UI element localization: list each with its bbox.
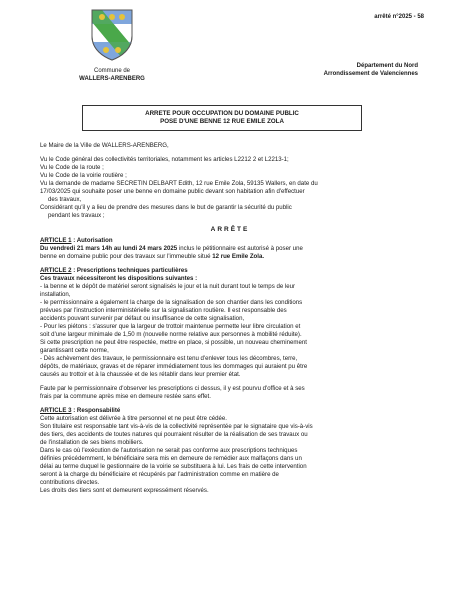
- article-2-line: - la benne et le dépôt de matériel seront signalisés le jour et la nuit durant tout le temps de leur: [40, 283, 296, 290]
- town-crest-icon: [88, 6, 136, 62]
- article-2-line: accidents pouvant survenir par défaut ou insuffisance de cette signalisation,: [40, 315, 245, 322]
- commune-block: [58, 67, 166, 83]
- vu-line: Vu le Code de la voirie routière ;: [40, 172, 127, 179]
- article-2-line: soit d'une largeur minimale de 1,50 m (nouvelle norme relative aux personnes à mobilité réduite).: [40, 331, 302, 338]
- article-3-line: de l'installation de ses biens mobiliers.: [40, 439, 144, 446]
- article-1-title: : Autorisation: [71, 237, 113, 244]
- article-1-dates: Du vendredi 21 mars 14h au lundi 24 mars 2025: [40, 245, 178, 252]
- article-3-line: définies précédemment, le bénéficiaire sera mis en demeure de remédier aux malfaçons dans un: [40, 455, 302, 462]
- article-2-line: prévues par l'instruction interministérielle sur la signalisation routière. Il est responsable des: [40, 307, 287, 314]
- article-1-text: inclus le pétitionnaire est autorisé à poser une: [177, 245, 303, 252]
- article-3-heading: [40, 407, 420, 415]
- article-2-line: dépôts, de matériaux, gravas et de réparer immédiatement tous les dommages qui auraient pu être: [40, 363, 308, 370]
- department-block: [288, 62, 418, 78]
- document-title: [82, 105, 362, 131]
- article-2-line: - le permissionnaire a également la charge de la signalisation de son chantier dans les conditions: [40, 299, 303, 306]
- article-3-line: Cette autorisation est délivrée à titre personnel et ne peut être cédée.: [40, 415, 227, 422]
- article-2-heading: [40, 267, 420, 275]
- article-3-line: contributions directes.: [40, 479, 100, 486]
- article-3-line: Les droits des tiers sont et demeurent expressément réservés.: [40, 487, 209, 494]
- article-1-text: benne en domaine public pour des travaux sur l'immeuble situé: [40, 253, 213, 260]
- article-1-label: ARTICLE 1: [40, 237, 72, 244]
- considerant-line: pendant les travaux ;: [48, 212, 105, 219]
- vu-line: Vu le Code général des collectivités territoriales, notamment les articles L2212 2 et L2213-1;: [40, 156, 289, 163]
- title-line-1: ARRETE POUR OCCUPATION DU DOMAINE PUBLIC: [145, 110, 299, 117]
- title-line-2: POSE D'UNE BENNE 12 RUE EMILE ZOLA: [160, 118, 284, 125]
- mayor-line: Le Maire de la Ville de WALLERS-ARENBERG,: [40, 142, 169, 149]
- article-2-after-line: frais par la commune après mise en demeure restée sans effet.: [40, 393, 211, 400]
- article-1-heading: [40, 237, 420, 245]
- vu-line: Vu la demande de madame SECRETIN DELBART Edith, 12 rue Emile Zola, 59135 Wallers, en date du: [40, 180, 318, 187]
- article-1-line: [40, 245, 420, 253]
- article-2-line: Si cette prescription ne peut être respectée, mettre en place, si possible, un nouveau cheminement: [40, 339, 307, 346]
- article-2-line: installation,: [40, 291, 71, 298]
- article-3-line: des tiers, des accidents de toutes natures qui pourraient résulter de la réalisation de ses travaux ou: [40, 431, 308, 438]
- considerant-line: Considérant qu'il y a lieu de prendre des mesures dans le but de garantir la sécurité du public: [40, 204, 292, 211]
- article-3-line: Dans le cas où l'exécution de l'autorisation ne serait pas conforme aux prescriptions techniques: [40, 447, 298, 454]
- article-2-line: garantissant cette norme,: [40, 347, 109, 354]
- commune-label: Commune de: [93, 68, 131, 74]
- arrete-number: arrêté n°2025 - 58: [374, 14, 424, 20]
- article-3-title: : Responsabilité: [71, 407, 121, 414]
- vu-line: 17/03/2025 qui souhaite poser une benne en domaine public devant son habitation afin d'effectuer: [40, 188, 305, 195]
- department-name: Département du Nord: [356, 63, 418, 69]
- article-2-line: - Pour les piétons : s'assurer que la largeur de trottoir maintenue permette leur libre circulation et: [40, 323, 301, 330]
- document-body: [40, 142, 420, 495]
- arrondissement-name: Arrondissement de Valenciennes: [323, 71, 418, 77]
- article-1-address: 12 rue Emile Zola.: [212, 253, 265, 260]
- article-2-line: - Dès achèvement des travaux, le permissionnaire est tenu d'enlever tous les décombres, terre,: [40, 355, 298, 362]
- vu-line: des travaux,: [48, 196, 82, 203]
- article-3-line: seront à la charge du bénéficiaire et récupérés par l'administration comme en matière de: [40, 471, 279, 478]
- article-2-label: ARTICLE 2: [40, 267, 72, 274]
- article-2-after-line: Faute par le permissionnaire d'observer les prescriptions ci dessus, il y est pourvu d'office et à ses: [40, 385, 305, 392]
- article-3-line: délai au terme duquel le gestionnaire de la voirie se substituera à lui. Les frais de cette intervention: [40, 463, 307, 470]
- article-2-title: : Prescriptions techniques particulières: [71, 267, 188, 274]
- arrete-heading: ARRÊTE: [210, 226, 250, 233]
- commune-name: WALLERS-ARENBERG: [79, 76, 145, 82]
- article-3-line: Son titulaire est responsable tant vis-à-vis de la collectivité représentée par le signataire que vis-à-vis: [40, 423, 313, 430]
- article-2-intro: Ces travaux nécessiteront les dispositions suivantes :: [40, 275, 198, 282]
- article-1-line: [40, 253, 420, 261]
- article-3-label: ARTICLE 3: [40, 407, 72, 414]
- vu-line: Vu le Code de la route ;: [40, 164, 104, 171]
- article-2-line: causés au trottoir et à la chaussée et de les rétablir dans leur premier état.: [40, 371, 241, 378]
